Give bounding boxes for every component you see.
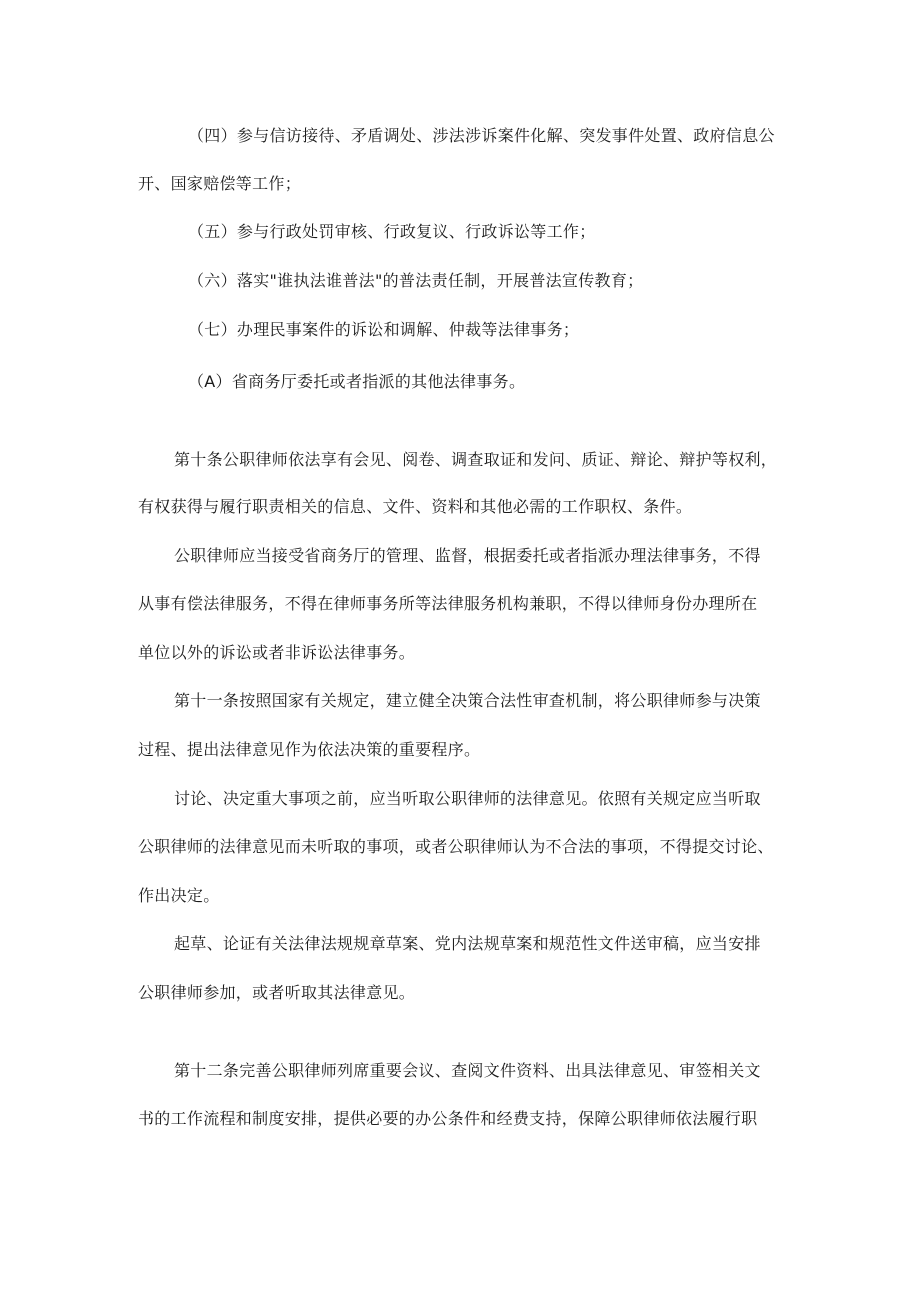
text-line: （七）办理民事案件的诉讼和调解、仲裁等法律事务； [188,320,580,339]
text-line: 第十二条完善公职律师列席重要会议、查阅文件资料、出具法律意见、审签相关文 [174,1061,761,1080]
text-line: 作出决定。 [138,886,220,905]
text-line: 开、国家赔偿等工作； [138,174,302,193]
text-line: 书的工作流程和制度安排，提供必要的办公条件和经费支持，保障公职律师依法履行职 [138,1109,758,1128]
text-line: 单位以外的诉讼或者非诉讼法律事务。 [138,643,416,662]
text-line: 第十一条按照国家有关规定，建立健全决策合法性审查机制，将公职律师参与决策 [174,691,761,710]
text-line: 第十条公职律师依法享有会见、阅卷、调查取证和发问、质证、辩论、辩护等权利， [174,450,778,469]
text-line: 过程、提出法律意见作为依法决策的重要程序。 [138,740,481,759]
text-line: 从事有偿法律服务，不得在律师事务所等法律服务机构兼职，不得以律师身份办理所在 [138,594,758,613]
text-line: 公职律师应当接受省商务厅的管理、监督，根据委托或者指派办理法律事务，不得 [174,546,761,565]
text-line: 有权获得与履行职责相关的信息、文件、资料和其他必需的工作职权、条件。 [138,497,693,516]
text-line: （六）落实"谁执法谁普法"的普法责任制，开展普法宣传教育； [188,271,644,290]
text-line: 起草、论证有关法律法规规章草案、党内法规草案和规范性文件送审稿，应当安排 [174,934,761,953]
text-line: 讨论、决定重大事项之前，应当听取公职律师的法律意见。依照有关规定应当听取 [174,789,761,808]
text-line: 公职律师参加，或者听取其法律意见。 [138,983,416,1002]
text-line: （A）省商务厅委托或者指派的其他法律事务。 [188,372,526,391]
text-line: 公职律师的法律意见而未听取的事项，或者公职律师认为不合法的事项，不得提交讨论、 [138,837,774,856]
text-line: （四）参与信访接待、矛盾调处、涉法涉诉案件化解、突发事件处置、政府信息公 [188,126,775,145]
text-line: （五）参与行政处罚审核、行政复议、行政诉讼等工作； [188,222,596,241]
